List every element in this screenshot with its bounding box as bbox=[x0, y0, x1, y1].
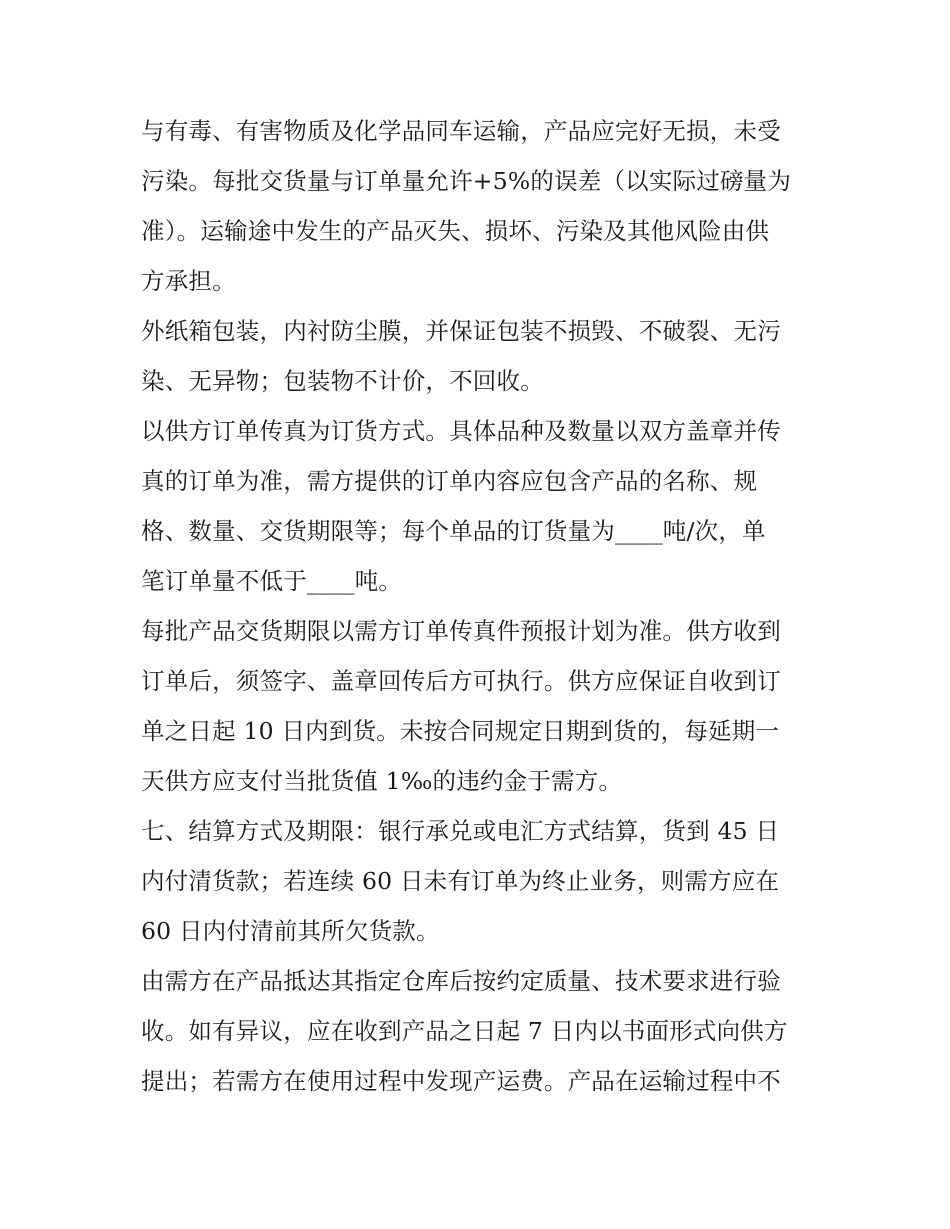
text-line: 60 日内付清前其所欠货款。 bbox=[141, 917, 440, 945]
paragraph-settlement bbox=[141, 806, 821, 956]
document-body bbox=[141, 106, 821, 1106]
text-line: 污染。每批交货量与订单量允许+5%的误差（以实际过磅量为 bbox=[141, 167, 792, 195]
paragraph-transport bbox=[141, 106, 821, 306]
text-line: 笔订单量不低于____吨。 bbox=[141, 567, 403, 595]
text-line: 内付清货款；若连续 60 日未有订单为终止业务，则需方应在 bbox=[141, 867, 780, 895]
text-line: 以供方订单传真为订货方式。具体品种及数量以双方盖章并传 bbox=[141, 417, 781, 445]
text-line: 七、结算方式及期限：银行承兑或电汇方式结算，货到 45 日 bbox=[141, 817, 780, 845]
text-line: 方承担。 bbox=[141, 267, 236, 295]
text-line: 外纸箱包装，内衬防尘膜，并保证包装不损毁、不破裂、无污 bbox=[141, 317, 781, 345]
text-line: 染、无异物；包装物不计价，不回收。 bbox=[141, 367, 544, 395]
text-line: 准）。运输途中发生的产品灭失、损坏、污染及其他风险由供 bbox=[141, 217, 770, 245]
paragraph-acceptance bbox=[141, 956, 821, 1106]
text-line: 真的订单为准，需方提供的订单内容应包含产品的名称、规 bbox=[141, 467, 758, 495]
text-line: 格、数量、交货期限等；每个单品的订货量为____吨/次，单 bbox=[141, 517, 766, 545]
text-line: 每批产品交货期限以需方订单传真件预报计划为准。供方收到 bbox=[141, 617, 781, 645]
text-line: 与有毒、有害物质及化学品同车运输，产品应完好无损，未受 bbox=[141, 117, 781, 145]
paragraph-ordering bbox=[141, 406, 821, 606]
paragraph-delivery-deadline bbox=[141, 606, 821, 806]
text-line: 提出；若需方在使用过程中发现产运费。产品在运输过程中不 bbox=[141, 1067, 781, 1095]
text-line: 由需方在产品抵达其指定仓库后按约定质量、技术要求进行验 bbox=[141, 967, 781, 995]
paragraph-packaging bbox=[141, 306, 821, 406]
text-line: 天供方应支付当批货值 1‰的违约金于需方。 bbox=[141, 767, 623, 795]
text-line: 收。如有异议，应在收到产品之日起 7 日内以书面形式向供方 bbox=[141, 1017, 788, 1045]
text-line: 订单后，须签字、盖章回传后方可执行。供方应保证自收到订 bbox=[141, 667, 781, 695]
text-line: 单之日起 10 日内到货。未按合同规定日期到货的，每延期一 bbox=[141, 717, 780, 745]
